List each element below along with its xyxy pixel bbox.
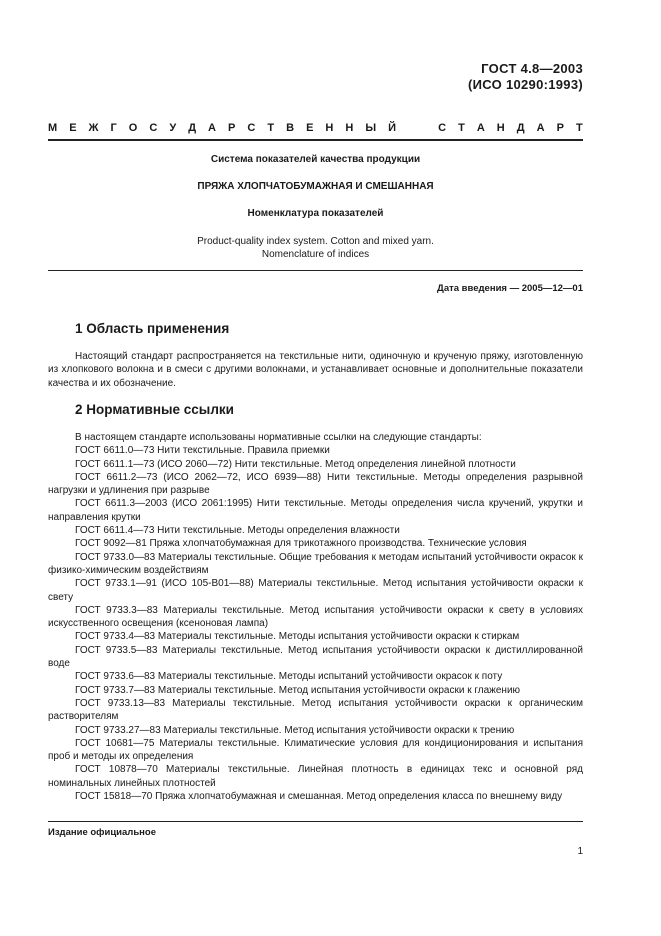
gost-designation	[468, 61, 583, 93]
banner-letter: Й	[388, 122, 397, 134]
gost-number: ГОСТ 4.8—2003	[481, 61, 583, 76]
banner-letter: Р	[228, 122, 236, 134]
banner-letter: В	[286, 122, 295, 134]
english-title-line-1: Product-quality index system. Cotton and mixed yarn.	[197, 236, 434, 247]
reference-item: ГОСТ 15818—70 Пряжа хлопчатобумажная и смешанная. Метод определения класса по внешнему виду	[75, 791, 563, 803]
english-title-line-2: Nomenclature of indices	[261, 249, 370, 260]
reference-item: ГОСТ 9092—81 Пряжа хлопчатобумажная для трикотажного производства. Технические условия	[75, 538, 527, 550]
reference-item: ГОСТ 9733.3—83 Материалы текстильные. Метод испытания устойчивости окраски к свету в условиях искусственного освещения (ксеноновая лампа)	[48, 604, 583, 630]
banner-letter: Н	[496, 122, 505, 134]
reference-item: ГОСТ 9733.13—83 Материалы текстильные. Метод испытания устойчивости окраски к органическим растворителям	[48, 697, 583, 723]
banner-letter: А	[476, 122, 485, 134]
banner-letter: А	[536, 122, 545, 134]
interstate-standard-banner	[48, 122, 583, 134]
banner-letter: Н	[325, 122, 334, 134]
section-1-paragraph: Настоящий стандарт распространяется на текстильные нити, одиночную и крученую пряжу, изготовленную из хлопкового волокна и в смеси с другими волокнами, и устанавливает основные и дополнительные показатели качества и их обозначение.	[48, 351, 583, 389]
official-edition-label: Издание официальное	[48, 827, 156, 838]
banner-letter: Н	[345, 122, 354, 134]
reference-item: ГОСТ 10878—70 Материалы текстильные. Линейная плотность в единицах текс и основной ряд номинальных линейных плотностей	[48, 764, 583, 789]
banner-letter: А	[208, 122, 216, 134]
iso-number: (ИСО 10290:1993)	[468, 77, 583, 92]
reference-item: ГОСТ 9733.0—83 Материалы текстильные. Общие требования к методам испытаний устойчивости окрасок к физико-химическим воздействиям	[48, 551, 583, 576]
banner-letter: С	[247, 122, 256, 134]
reference-item: ГОСТ 9733.7—83 Материалы текстильные. Метод испытания устойчивости окраски к глажению	[75, 684, 521, 696]
reference-item: ГОСТ 9733.1—91 (ИСО 105-В01—88) Материалы текстильные. Метод испытания устойчивости окраски к свету	[48, 578, 583, 603]
banner-letter: Р	[556, 122, 564, 134]
reference-item: ГОСТ 9733.6—83 Материалы текстильные. Методы испытаний устойчивости окрасок к поту	[75, 671, 503, 683]
banner-letter: Т	[267, 122, 275, 134]
banner-letter: С	[149, 122, 158, 134]
reference-item: ГОСТ 9733.4—83 Материалы текстильные. Методы испытания устойчивости окраски к стиркам	[75, 631, 520, 643]
banner-letter: Д	[516, 122, 525, 134]
english-title	[48, 235, 583, 261]
reference-item: ГОСТ 9733.27—83 Материалы текстильные. Метод испытания устойчивости окраски к трению	[75, 724, 515, 736]
footer-rule	[48, 821, 583, 822]
section-1-body	[48, 350, 583, 390]
reference-item: ГОСТ 6611.3—2003 (ИСО 2061:1995) Нити текстильные. Методы определения числа кручений, укрутки и направления крутки	[48, 498, 583, 523]
top-rule	[48, 139, 583, 141]
page-number: 1	[577, 846, 583, 857]
banner-letter: Е	[306, 122, 314, 134]
references-intro: В настоящем стандарте использованы нормативные ссылки на следующие стандарты:	[75, 432, 482, 443]
document-title: ПРЯЖА ХЛОПЧАТОБУМАЖНАЯ И СМЕШАННАЯ	[197, 181, 434, 192]
banner-letter: О	[128, 122, 138, 134]
section-2-heading: 2 Нормативные ссылки	[75, 402, 234, 417]
section-1-heading: 1 Область применения	[75, 321, 230, 336]
reference-item: ГОСТ 10681—75 Материалы текстильные. Климатические условия для кондиционирования и испытания проб и методы их определения	[48, 737, 583, 763]
document-subtitle: Номенклатура показателей	[247, 208, 384, 219]
reference-item: ГОСТ 6611.0—73 Нити текстильные. Правила приемки	[75, 445, 330, 457]
banner-letter: М	[48, 122, 58, 134]
banner-letter: Ы	[365, 122, 377, 134]
section-2-body	[48, 431, 583, 803]
system-title: Система показателей качества продукции	[210, 154, 421, 165]
banner-letter: Д	[188, 122, 197, 134]
reference-item: ГОСТ 6611.1—73 (ИСО 2060—72) Нити текстильные. Метод определения линейной плотности	[75, 458, 516, 470]
banner-letter: Т	[458, 122, 465, 134]
effective-date: Дата введения — 2005—12—01	[437, 283, 583, 294]
banner-letter: У	[169, 122, 177, 134]
reference-item: ГОСТ 9733.5—83 Материалы текстильные. Метод испытания устойчивости окраски к дистиллированной воде	[48, 644, 583, 670]
banner-word-gap	[408, 122, 426, 134]
banner-letter: Г	[110, 122, 117, 134]
reference-item: ГОСТ 6611.4—73 Нити текстильные. Методы определения влажности	[75, 525, 400, 537]
banner-letter: С	[438, 122, 447, 134]
reference-item: ГОСТ 6611.2—73 (ИСО 2062—72, ИСО 6939—88) Нити текстильные. Методы определения разрывной нагрузки и удлинения при разрыве	[48, 471, 583, 497]
banner-letter: Т	[575, 122, 583, 134]
banner-letter: Ж	[88, 122, 99, 134]
title-rule	[48, 270, 583, 271]
banner-letter: Е	[69, 122, 77, 134]
